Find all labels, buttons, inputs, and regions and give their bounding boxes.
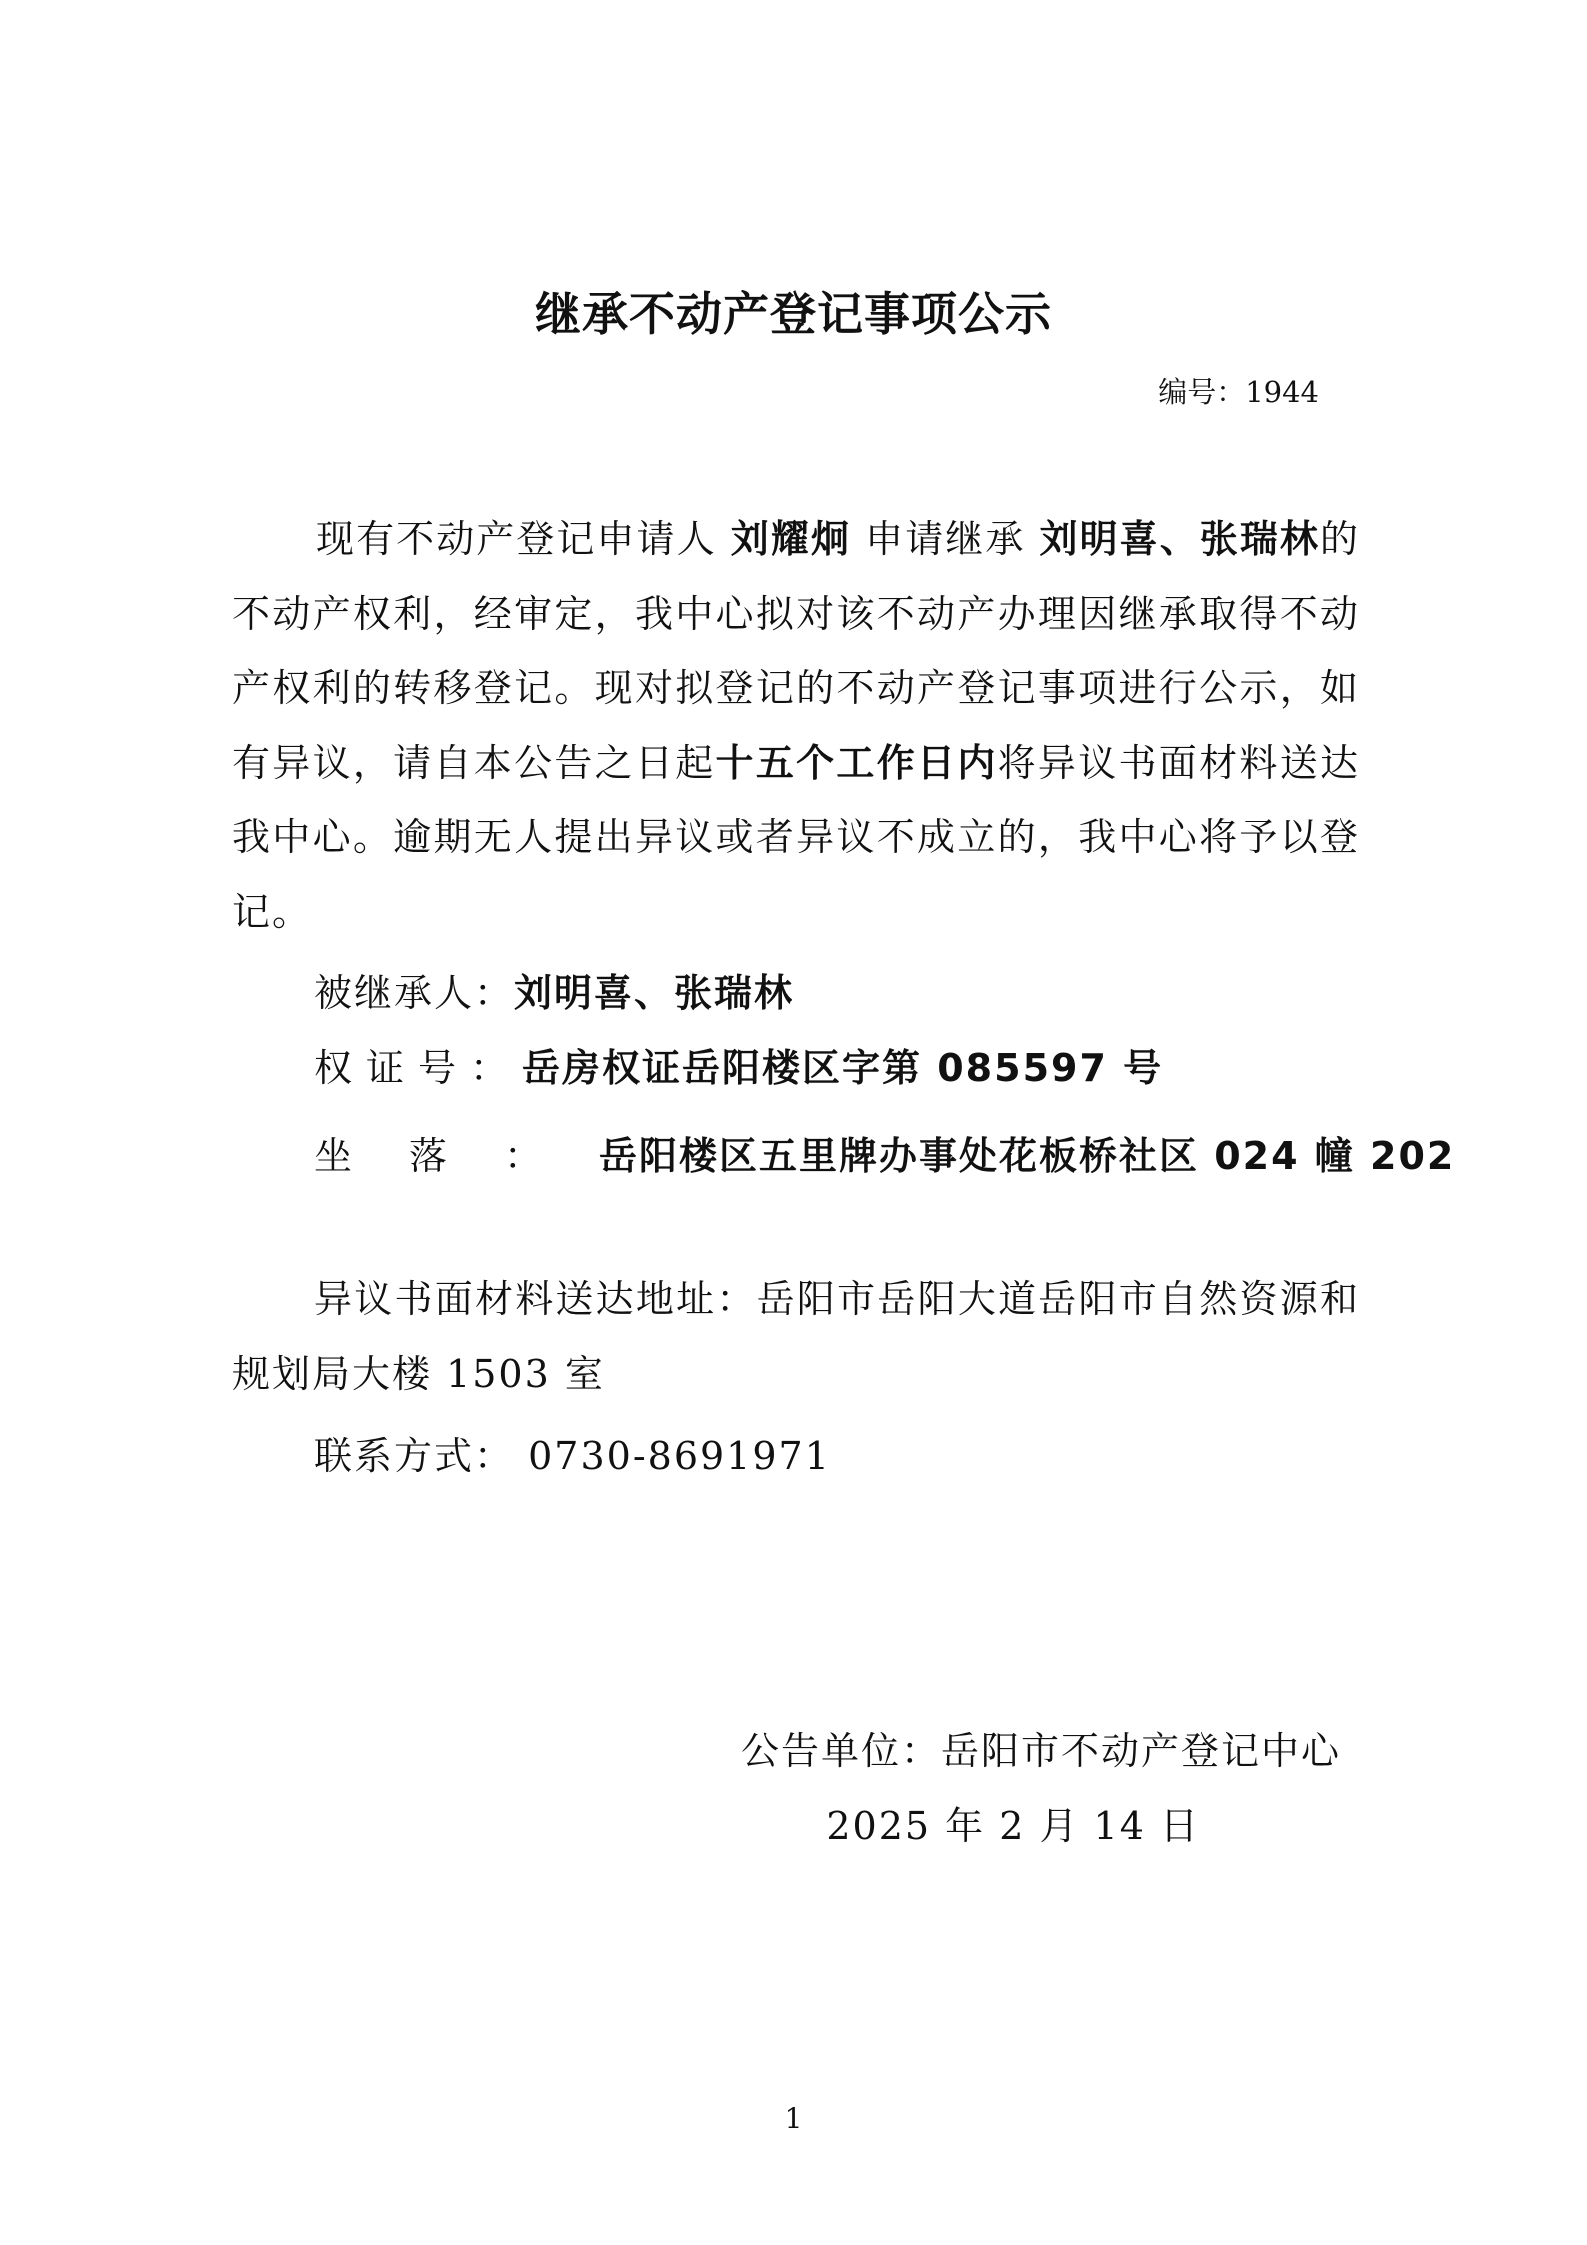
issue-date: 2025 年 2 月 14 日 xyxy=(826,1804,1200,1848)
paragraph-part-1: 现有不动产登记申请人 xyxy=(316,517,731,561)
decedent-line xyxy=(314,962,794,1017)
certificate-label: 权证号： xyxy=(314,1046,523,1090)
decedent-value: 刘明喜、张瑞林 xyxy=(514,971,795,1015)
page-number: 1 xyxy=(784,2102,803,2135)
certificate-line xyxy=(314,1037,1163,1092)
contact-label: 联系方式： xyxy=(314,1434,515,1478)
paragraph-part-2: 申请继承 xyxy=(850,517,1040,561)
contact-value: 0730-8691971 xyxy=(528,1434,831,1478)
contact-line xyxy=(314,1425,831,1480)
decedent-label: 被继承人： xyxy=(314,971,515,1015)
applicant-name: 刘耀炯 xyxy=(730,517,851,561)
location-line xyxy=(314,1125,1455,1180)
objection-deadline: 十五个工作日内 xyxy=(715,740,998,785)
paragraph-part-3: 的不动产权利，经审定，我中心拟对该不动产办理因继承取得不动产权利的转移登记。现对拟登记的不动产登记事项进行公示，如有异议，请自本公告之日起 xyxy=(232,517,1360,785)
location-label: 坐落： xyxy=(314,1134,600,1178)
objection-address: 异议书面材料送达地址：岳阳市岳阳大道岳阳市自然资源和规划局大楼 1503 室 xyxy=(232,1277,1360,1396)
paragraph-part-4: 将异议书面材料送达我中心。逾期无人提出异议或者异议不成立的，我中心将予以登记。 xyxy=(232,740,1360,934)
issuing-unit: 公告单位：岳阳市不动产登记中心 xyxy=(740,1729,1341,1773)
notice-paragraph xyxy=(232,502,1360,949)
certificate-value: 岳房权证岳阳楼区字第 085597 号 xyxy=(522,1046,1164,1090)
location-value: 岳阳楼区五里牌办事处花板桥社区 024 幢 202 xyxy=(599,1134,1456,1178)
page-title: 继承不动产登记事项公示 xyxy=(535,287,1052,341)
serial-number: 编号：1944 xyxy=(1158,375,1319,409)
decedent-names: 刘明喜、张瑞林 xyxy=(1039,517,1320,561)
